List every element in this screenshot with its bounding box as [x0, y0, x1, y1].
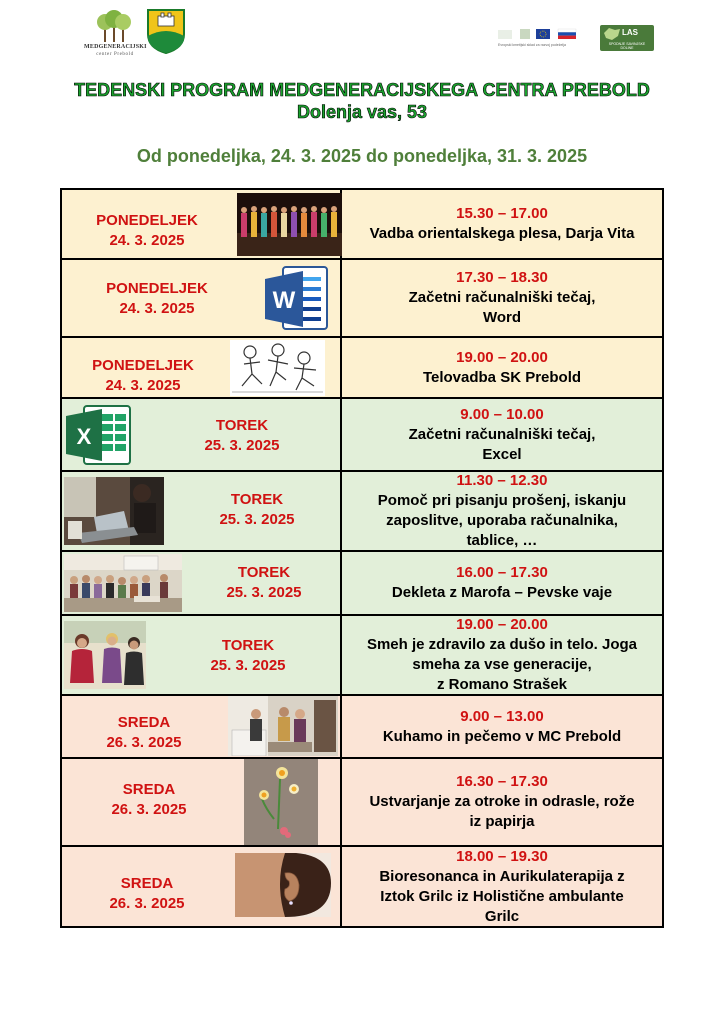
las-logo-sub: SPODNJE SAVINJSKE DOLINE [608, 42, 646, 50]
activity-time: 11.30 – 12.30 [456, 472, 548, 489]
activity-cell [342, 472, 662, 550]
page-address: Dolenja vas, 53 [296, 102, 428, 122]
activity-cell [342, 616, 662, 694]
activity-time: 9.00 – 10.00 [460, 405, 544, 423]
las-map-icon [603, 27, 621, 41]
laptop-photo [64, 477, 164, 545]
activity-cell [342, 552, 662, 614]
paper-flowers-photo [244, 759, 318, 845]
activity-line: Telovadba SK Prebold [422, 368, 582, 386]
day-name: PONEDELJEK [106, 280, 208, 297]
prebold-crest-icon [146, 8, 186, 54]
page-title: TEDENSKI PROGRAM MEDGENERACIJSKEGA CENTRA PREBOLD [74, 80, 650, 100]
activity-line: Excel [482, 445, 522, 463]
table-row [62, 338, 662, 399]
day-date: 24. 3. 2025 [109, 232, 185, 249]
activity-line: smeha za vse generacije, [412, 656, 592, 673]
day-date: 26. 3. 2025 [106, 734, 182, 751]
day-name: SREDA [117, 714, 171, 731]
kitchen-photo [228, 696, 338, 756]
eu-funding-logos [498, 28, 584, 50]
activity-line: zaposlitve, uporaba računalnika, [386, 512, 618, 529]
activity-line: tablice, … [466, 532, 538, 549]
medgeneracijski-center-logo [84, 8, 147, 60]
day-cell [62, 616, 342, 694]
activity-line: Bioresonanca in Aurikulaterapija z [379, 867, 625, 885]
choir-photo [64, 554, 182, 612]
day-date: 24. 3. 2025 [105, 377, 181, 394]
day-date: 26. 3. 2025 [109, 895, 185, 912]
activity-line: Smeh je zdravilo za dušo in telo. Joga [366, 636, 638, 653]
day-name: PONEDELJEK [96, 212, 198, 229]
activity-cell [342, 759, 662, 845]
activity-cell [342, 399, 662, 470]
las-logo-name: LAS [622, 28, 638, 37]
date-range: Od ponedeljka, 24. 3. 2025 do ponedeljka, 31. 3. 2025 [136, 146, 588, 166]
activity-cell [342, 847, 662, 926]
day-name: TOREK [221, 637, 275, 654]
table-row [62, 616, 662, 696]
activity-line: Word [482, 309, 522, 326]
eu-logo-text: Evropski kmetijski sklad za razvoj podeželja [498, 43, 566, 47]
las-logo [600, 25, 654, 51]
activity-line: Kuhamo in pečemo v MC Prebold [382, 727, 622, 745]
day-date: 25. 3. 2025 [210, 657, 286, 674]
svg-text:X: X [76, 424, 92, 449]
word-icon [265, 265, 329, 333]
table-row [62, 696, 662, 759]
dance-group-photo [237, 193, 342, 256]
day-cell [62, 847, 342, 926]
logo-sub: center Prebold [96, 52, 134, 57]
table-row [62, 190, 662, 260]
activity-line: Grilc [484, 907, 520, 925]
day-cell [62, 338, 342, 397]
day-name: SREDA [122, 781, 176, 798]
activity-cell [342, 190, 662, 258]
activity-cell [342, 260, 662, 336]
tree-icon [84, 8, 142, 44]
activity-cell [342, 338, 662, 397]
activity-line: Ustvarjanje za otroke in odrasle, rože [369, 793, 635, 810]
activity-line: Iztok Grilc iz Holistične ambulante [380, 887, 624, 905]
table-row [62, 847, 662, 926]
activity-line: iz papirja [469, 813, 535, 830]
day-cell [62, 472, 342, 550]
day-name: TOREK [215, 417, 269, 434]
activity-line: z Romano Strašek [436, 676, 568, 693]
logo-name: MEDGENERACIJSKI [84, 44, 147, 50]
excel-icon [66, 404, 132, 466]
activity-line: Začetni računalniški tečaj, [408, 289, 596, 306]
laughter-yoga-photo [64, 621, 146, 689]
eu-flag-icon [498, 28, 584, 42]
day-name: PONEDELJEK [92, 357, 194, 374]
schedule-table [60, 188, 664, 928]
day-cell [62, 759, 342, 845]
activity-time: 9.00 – 13.00 [460, 707, 544, 725]
day-date: 26. 3. 2025 [111, 801, 187, 818]
activity-time: 17.30 – 18.30 [456, 269, 548, 286]
ear-photo [235, 853, 331, 917]
day-date: 25. 3. 2025 [226, 584, 302, 601]
day-name: SREDA [120, 875, 174, 892]
activity-line: Pomoč pri pisanju prošenj, iskanju [377, 492, 627, 509]
day-name: TOREK [230, 491, 284, 508]
day-cell [62, 552, 342, 614]
activity-time: 16.00 – 17.30 [456, 564, 548, 581]
day-date: 25. 3. 2025 [219, 511, 295, 528]
activity-line: Vadba orientalskega plesa, Darja Vita [369, 225, 635, 242]
activity-time: 15.30 – 17.00 [456, 205, 548, 222]
table-row [62, 552, 662, 616]
exercise-drawing [230, 340, 325, 396]
day-cell [62, 399, 342, 470]
table-row [62, 399, 662, 472]
day-date: 24. 3. 2025 [119, 300, 195, 317]
day-date: 25. 3. 2025 [204, 437, 280, 454]
table-row [62, 472, 662, 552]
day-cell [62, 260, 342, 336]
table-row [62, 759, 662, 847]
day-cell [62, 190, 342, 258]
activity-cell [342, 696, 662, 757]
table-row [62, 260, 662, 338]
activity-time: 19.00 – 20.00 [456, 616, 548, 633]
svg-text:W: W [272, 287, 296, 314]
activity-time: 18.00 – 19.30 [456, 847, 548, 865]
activity-line: Začetni računalniški tečaj, [408, 425, 596, 443]
activity-line: Dekleta z Marofa – Pevske vaje [391, 584, 613, 601]
activity-time: 19.00 – 20.00 [456, 348, 548, 366]
activity-time: 16.30 – 17.30 [456, 773, 548, 790]
day-name: TOREK [237, 564, 291, 581]
day-cell [62, 696, 342, 757]
